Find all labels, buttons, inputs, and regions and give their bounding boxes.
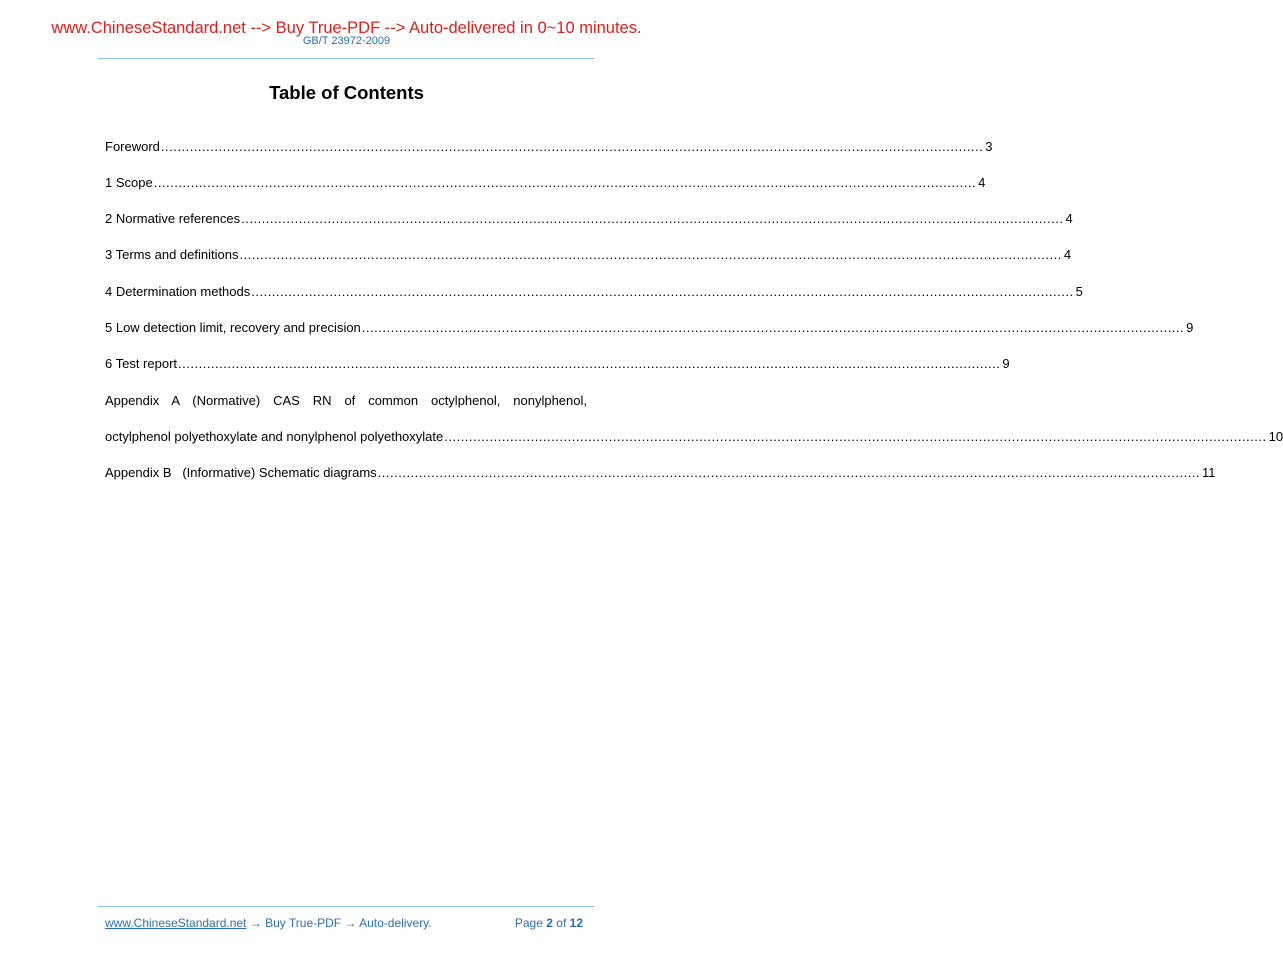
toc-entry-appendix-a-line1[interactable]: Appendix A (Normative) CAS RN of common octylphenol, nonylphenol, xyxy=(105,393,587,408)
toc-entry-page: 4 xyxy=(1063,247,1072,262)
page-word: Page xyxy=(514,916,543,930)
page-number xyxy=(515,915,583,931)
toc-entry-label: 1 Scope xyxy=(105,175,153,190)
toc-entry-page: 4 xyxy=(1065,211,1073,226)
toc-entry-page: 11 xyxy=(1202,465,1216,480)
header-divider xyxy=(98,58,594,59)
toc-entry-page: 3 xyxy=(985,139,993,154)
toc-entry-label: 3 Terms and definitions xyxy=(105,247,239,262)
toc-entry-label: Appendix B (Informative) Schematic diagrams xyxy=(105,465,377,480)
footer-purchase-note xyxy=(105,915,432,931)
page-of: of xyxy=(556,916,567,930)
toc-entry-foreword[interactable] xyxy=(105,137,993,157)
dot-leader: ........................................................................................................................................................................................................ xyxy=(361,320,1185,335)
toc-entry-page: 9 xyxy=(1002,356,1010,371)
toc-entry-appendix-a-line2[interactable] xyxy=(105,427,1283,447)
toc-entry-page: 5 xyxy=(1075,284,1083,299)
toc-entry-label: 2 Normative references xyxy=(105,211,241,226)
toc-entry-terms-and-definitions[interactable] xyxy=(105,245,1072,265)
toc-entry-page: 4 xyxy=(978,175,986,190)
dot-leader: ........................................................................................................................................................................................................ xyxy=(239,247,1062,262)
dot-leader: ........................................................................................................................................................................................................ xyxy=(241,211,1064,226)
page-current: 2 xyxy=(546,916,553,930)
toc-entry-normative-references[interactable] xyxy=(105,209,1073,229)
toc-title: Table of Contents xyxy=(269,82,424,103)
dot-leader: ........................................................................................................................................................................................................ xyxy=(444,429,1267,444)
dot-leader: ........................................................................................................................................................................................................ xyxy=(251,284,1074,299)
footer-divider xyxy=(98,906,594,907)
toc-entry-detection-limit[interactable] xyxy=(105,318,1194,338)
document-code: GB/T 23972-2009 xyxy=(302,35,391,47)
dot-leader: ........................................................................................................................................................................................................ xyxy=(160,139,984,154)
toc-entry-test-report[interactable] xyxy=(105,354,1010,374)
footer-purchase-text: → Buy True-PDF → Auto-delivery. xyxy=(246,916,432,930)
toc-entry-page: 10 xyxy=(1268,429,1283,444)
toc-entry-appendix-b[interactable] xyxy=(105,463,1216,483)
toc-entry-label: Foreword xyxy=(105,139,160,154)
dot-leader: ........................................................................................................................................................................................................ xyxy=(153,175,977,190)
toc-entry-determination-methods[interactable] xyxy=(105,282,1083,302)
toc-entry-label: 6 Test report xyxy=(105,356,178,371)
dot-leader: ........................................................................................................................................................................................................ xyxy=(377,465,1201,480)
page-total: 12 xyxy=(569,916,583,930)
toc-entry-label: 5 Low detection limit, recovery and precision xyxy=(105,320,361,335)
toc-entry-label: octylphenol polyethoxylate and nonylphenol polyethoxylate xyxy=(105,429,444,444)
download-banner[interactable]: www.ChineseStandard.net --> Buy True-PDF --> Auto-delivered in 0~10 minutes. xyxy=(51,19,642,37)
toc-entry-scope[interactable] xyxy=(105,173,986,193)
footer-site-link[interactable]: www.ChineseStandard.net xyxy=(105,916,247,930)
dot-leader: ........................................................................................................................................................................................................ xyxy=(178,356,1001,371)
toc-entry-page: 9 xyxy=(1186,320,1194,335)
toc-entry-label: 4 Determination methods xyxy=(105,284,251,299)
